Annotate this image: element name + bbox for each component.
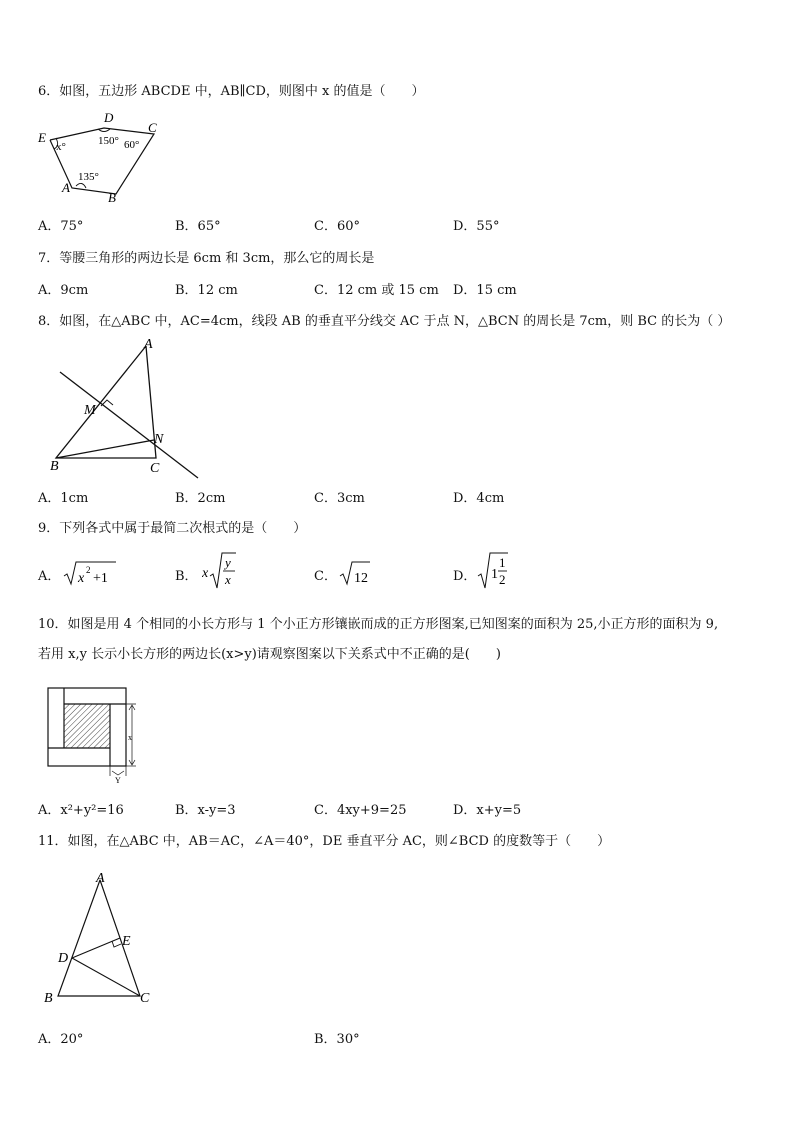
q9-expr-a: [62, 558, 118, 588]
isosceles-triangle-figure: [40, 866, 160, 1008]
q7-option-b[interactable]: B．12 cm: [175, 283, 238, 298]
label-B: B: [50, 459, 59, 474]
question-11-stem: 11．如图，在△ABC 中，AB＝AC，∠A＝40°，DE 垂直平分 AC，则∠BCD 的度数等于（ ）: [38, 834, 611, 849]
q8-option-a[interactable]: A．1cm: [38, 491, 89, 506]
svg-text:1: 1: [491, 567, 498, 582]
question-8-stem: 8．如图，在△ABC 中，AC=4cm，线段 AB 的垂直平分线交 AC 于点 N，△BCN 的周长是 7cm，则 BC 的长为（ ）: [38, 314, 731, 329]
pentagon-figure: [34, 108, 169, 206]
q10-option-c[interactable]: C．4xy+9=25: [314, 803, 407, 818]
q9-expr-c: [338, 558, 372, 588]
question-6-stem: 6．如图，五边形 ABCDE 中，AB∥CD，则图中 x 的值是（ ）: [38, 84, 425, 99]
q6-option-a[interactable]: A．75°: [38, 219, 84, 234]
q6-option-c[interactable]: C．60°: [314, 219, 360, 234]
q6-option-d[interactable]: D．55°: [453, 219, 500, 234]
q11-option-b[interactable]: B．30°: [314, 1032, 360, 1047]
svg-text:12: 12: [354, 571, 368, 586]
angle-x: x°: [56, 141, 66, 153]
label-D: D: [58, 951, 69, 966]
q10-option-d[interactable]: D．x+y=5: [453, 803, 522, 818]
q7-option-a[interactable]: A．9cm: [38, 283, 89, 298]
q9-option-c-label[interactable]: C．: [314, 569, 337, 584]
svg-text:x: x: [128, 733, 132, 742]
q10-option-b[interactable]: B．x-y=3: [175, 803, 236, 818]
q11-option-a[interactable]: A．20°: [38, 1032, 84, 1047]
q9-expr-d: [476, 550, 510, 592]
question-7-stem: 7．等腰三角形的两边长是 6cm 和 3cm，那么它的周长是: [38, 251, 375, 266]
q9-option-d-label[interactable]: D．: [453, 569, 477, 584]
label-A: A: [144, 337, 153, 352]
angle-60: 60°: [124, 139, 140, 151]
q8-option-c[interactable]: C．3cm: [314, 491, 365, 506]
question-10-stem-line1: 10．如图是用 4 个相同的小长方形与 1 个小正方形镶嵌而成的正方形图案,已知图案的面积为 25,小正方形的面积为 9,: [38, 617, 719, 632]
triangle-perpendicular-bisector-figure: [48, 334, 208, 484]
svg-text:2: 2: [499, 572, 506, 587]
label-C: C: [140, 991, 150, 1006]
svg-text:x: x: [225, 572, 231, 587]
angle-150: 150°: [98, 135, 119, 147]
q10-option-a[interactable]: A．x²+y²=16: [38, 803, 124, 818]
label-C: C: [150, 461, 160, 476]
label-E: E: [38, 130, 46, 145]
square-pattern-figure: [44, 684, 148, 784]
q9-expr-b: [202, 550, 242, 592]
svg-text:x: x: [78, 571, 85, 586]
question-10-stem-line2: 若用 x,y 长示小长方形的两边长(x>y)请观察图案以下关系式中不正确的是( ): [38, 647, 501, 662]
angle-135: 135°: [78, 171, 99, 183]
q6-option-b[interactable]: B．65°: [175, 219, 221, 234]
label-B: B: [44, 991, 53, 1006]
label-D: D: [104, 110, 114, 125]
label-N: N: [154, 432, 164, 447]
svg-text:Y: Y: [115, 776, 121, 784]
svg-text:1: 1: [499, 555, 506, 570]
label-C: C: [148, 120, 157, 135]
label-E: E: [122, 934, 131, 949]
label-A: A: [62, 180, 70, 195]
q9-option-b-label[interactable]: B．: [175, 569, 198, 584]
svg-text:2: 2: [86, 565, 91, 575]
svg-text:y: y: [225, 555, 231, 570]
q8-option-b[interactable]: B．2cm: [175, 491, 226, 506]
label-M: M: [84, 403, 96, 418]
q9-option-a-label[interactable]: A．: [38, 569, 61, 584]
svg-text:x: x: [202, 566, 209, 581]
q8-option-d[interactable]: D．4cm: [453, 491, 505, 506]
label-B: B: [108, 190, 116, 205]
q7-option-d[interactable]: D．15 cm: [453, 283, 517, 298]
label-A: A: [96, 871, 105, 886]
question-9-stem: 9．下列各式中属于最简二次根式的是（ ）: [38, 521, 307, 536]
svg-text:+1: +1: [93, 571, 108, 586]
q7-option-c[interactable]: C．12 cm 或 15 cm: [314, 283, 439, 298]
